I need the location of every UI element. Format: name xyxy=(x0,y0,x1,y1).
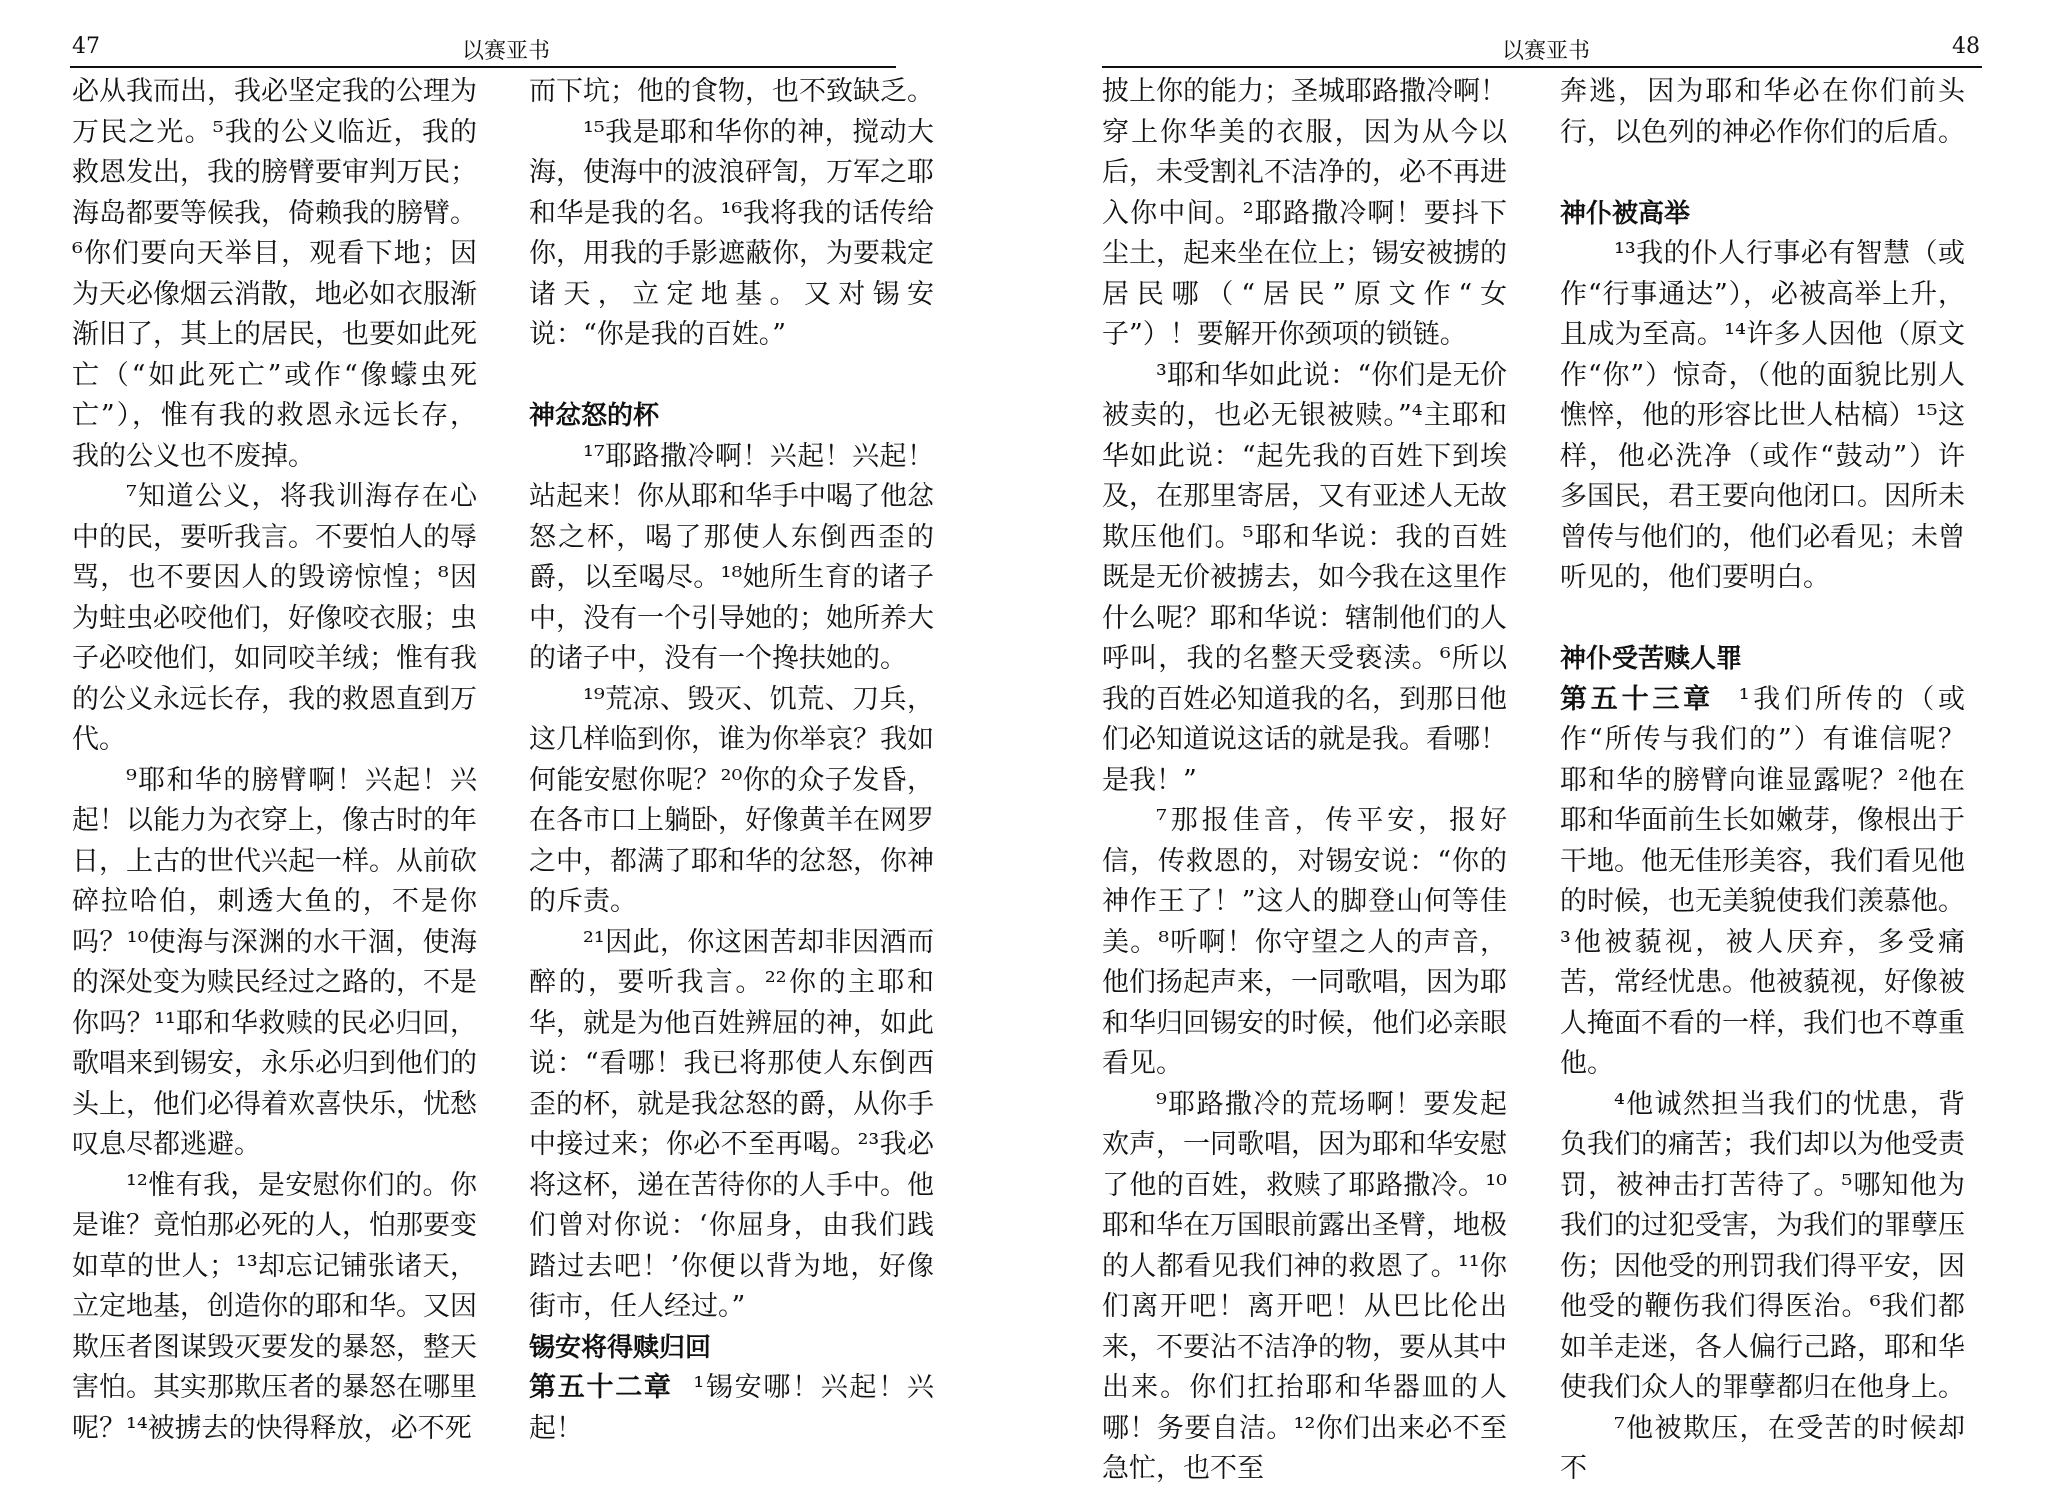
paragraph: 奔逃，因为耶和华必在你们前头行，以色列的神必作你们的后盾。 xyxy=(1560,76,1965,148)
page-number-left: 47 xyxy=(72,34,100,59)
chapter-start xyxy=(1560,680,1965,1085)
running-title-right: 以赛亚书 xyxy=(1502,39,1591,64)
paragraph: 而下坑；他的食物，也不致缺乏。 xyxy=(529,76,934,107)
header-rule-right xyxy=(1102,66,1982,68)
section-heading: 神仆受苦赎人罪 xyxy=(1560,644,1743,674)
paragraph: ⁹耶和华的膀臂啊！兴起！兴起！以能力为衣穿上，像古时的年日，上古的世代兴起一样。从前砍碎拉哈伯，刺透大鱼的，不是你吗？¹⁰使海与深渊的水干涸，使海的深处变为赎民经过之路的，不是你吗？¹¹耶和华救赎的民必归回，歌唱来到锡安，永乐必归到他们的头上，他们必得着欢喜快乐，忧愁叹息尽都逃避。 xyxy=(72,764,477,1160)
paragraph: ¹⁷耶路撒冷啊！兴起！兴起！站起来！你从耶和华手中喝了他忿怒之杯，喝了那使人东倒西歪的爵，以至喝尽。¹⁸她所生育的诸子中，没有一个引导她的；她所养大的诸子中，没有一个搀扶她的。 xyxy=(529,440,934,674)
running-title-left: 以赛亚书 xyxy=(462,39,551,64)
page-number-right: 48 xyxy=(1952,34,1980,59)
section-heading: 神仆被高举 xyxy=(1560,198,1691,229)
column-4 xyxy=(1560,72,1965,1490)
paragraph: 必从我而出，我必坚定我的公理为万民之光。⁵我的公义临近，我的救恩发出，我的膀臂要审判万民；海岛都要等候我，倚赖我的膀臂。⁶你们要向天举目，观看下地；因为天必像烟云消散，地必如衣服渐渐旧了，其上的居民，也要如此死亡（“如此死亡”或作“像蠓虫死亡”），惟有我的救恩永远长存，我的公义也不废掉。 xyxy=(72,76,477,472)
paragraph: ⁹耶路撒冷的荒场啊！要发起欢声，一同歌唱，因为耶和华安慰了他的百姓，救赎了耶路撒冷。¹⁰耶和华在万国眼前露出圣臂，地极的人都看见我们神的救恩了。¹¹你们离开吧！离开吧！从巴比伦出来，不要沾不洁净的物，要从其中出来。你们扛抬耶和华器皿的人哪！务要自洁。¹²你们出来必不至急忙，也不至 xyxy=(1102,1088,1507,1484)
paragraph: ⁷他被欺压，在受苦的时候却不 xyxy=(1560,1412,1965,1484)
chapter-label: 第五十三章 xyxy=(1560,683,1714,715)
paragraph: ¹³我的仆人行事必有智慧（或作“行事通达”），必被高举上升，且成为至高。¹⁴许多人因他（原文作“你”）惊奇，（他的面貌比别人憔悴，他的形容比世人枯槁）¹⁵这样，他必洗净（或作“鼓动”）许多国民，君王要向他闭口。因所未曾传与他们的，他们必看见；未曾听见的，他们要明白。 xyxy=(1560,238,1965,593)
paragraph: ³耶和华如此说：“你们是无价被卖的，也必无银被赎。”⁴主耶和华如此说：“起先我的百姓下到埃及，在那里寄居，又有亚述人无故欺压他们。⁵耶和华说：我的百姓既是无价被掳去，如今我在这里作什么呢？耶和华说：辖制他们的人呼叫，我的名整天受亵渎。⁶所以我的百姓必知道我的名，到那日他们必知道说这话的就是我。看哪！是我！” xyxy=(1102,359,1507,796)
header-rule-left xyxy=(70,66,896,68)
column-3 xyxy=(1102,72,1507,1490)
paragraph: ¹⁹荒凉、毁灭、饥荒、刀兵，这几样临到你，谁为你举哀？我如何能安慰你呢？²⁰你的众子发昏，在各市口上躺卧，好像黄羊在网罗之中，都满了耶和华的忿怒，你神的斥责。 xyxy=(529,683,934,917)
paragraph: ²¹因此，你这困苦却非因酒而醉的，要听我言。²²你的主耶和华，就是为他百姓辨屈的神，如此说：“看哪！我已将那使人东倒西歪的杯，就是我忿怒的爵，从你手中接过来；你必不至再喝。²³我必将这杯，递在苦待你的人手中。他们曾对你说：‘你屈身，由我们践踏过去吧！’你便以背为地，好像街市，任人经过。” xyxy=(529,926,934,1322)
paragraph: ¹⁵我是耶和华你的神，搅动大海，使海中的波浪砰訇，万军之耶和华是我的名。¹⁶我将我的话传给你，用我的手影遮蔽你，为要栽定诸天，立定地基。又对锡安说：“你是我的百姓。” xyxy=(529,116,934,350)
paragraph: ¹我们所传的（或作“所传与我们的”）有谁信呢？耶和华的膀臂向谁显露呢？²他在耶和华面前生长如嫩芽，像根出于干地。他无佳形美容，我们看见他的时候，也无美貌使我们羡慕他。³他被藐视，被人厌弃，多受痛苦，常经忧患。他被藐视，好像被人掩面不看的一样，我们也不尊重他。 xyxy=(1560,683,1966,1079)
paragraph: ⁴他诚然担当我们的忧患，背负我们的痛苦；我们却以为他受责罚，被神击打苦待了。⁵哪知他为我们的过犯受害，为我们的罪孽压伤；因他受的刑罚我们得平安，因他受的鞭伤我们得医治。⁶我们都如羊走迷，各人偏行己路，耶和华使我们众人的罪孽都归在他身上。 xyxy=(1560,1088,1965,1403)
paragraph: ⁷知道公义，将我训海存在心中的民，要听我言。不要怕人的辱骂，也不要因人的毁谤惊惶；⁸因为蛀虫必咬他们，好像咬衣服；虫子必咬他们，如同咬羊绒；惟有我的公义永远长存，我的救恩直到万代。 xyxy=(72,481,477,755)
section-heading: 锡安将得赎归回 xyxy=(529,1332,712,1363)
section-heading: 神忿怒的杯 xyxy=(529,401,660,431)
column-1 xyxy=(72,72,477,1449)
paragraph: 披上你的能力；圣城耶路撒冷啊！穿上你华美的衣服，因为从今以后，未受割礼不洁净的，必不再进入你中间。²耶路撒冷啊！要抖下尘土，起来坐在位上；锡安被掳的居民哪（“居民”原文作“女子”）！要解开你颈项的锁链。 xyxy=(1102,76,1507,350)
column-2 xyxy=(529,72,934,1449)
chapter-start xyxy=(529,1368,934,1449)
paragraph: ⁷那报佳音，传平安，报好信，传救恩的，对锡安说：“你的神作王了！”这人的脚登山何等佳美。⁸听啊！你守望之人的声音，他们扬起声来，一同歌唱，因为耶和华归回锡安的时候，他们必亲眼看见。 xyxy=(1102,805,1507,1079)
chapter-label: 第五十二章 xyxy=(529,1372,673,1403)
paragraph: ¹锡安哪！兴起！兴起！ xyxy=(529,1372,935,1444)
paragraph: ¹²惟有我，是安慰你们的。你是谁？竟怕那必死的人，怕那要变如草的世人；¹³却忘记铺张诸天，立定地基，创造你的耶和华。又因欺压者图谋毁灭要发的暴怒，整天害怕。其实那欺压者的暴怒在哪里呢？¹⁴被掳去的快得释放，必不死 xyxy=(72,1169,477,1444)
